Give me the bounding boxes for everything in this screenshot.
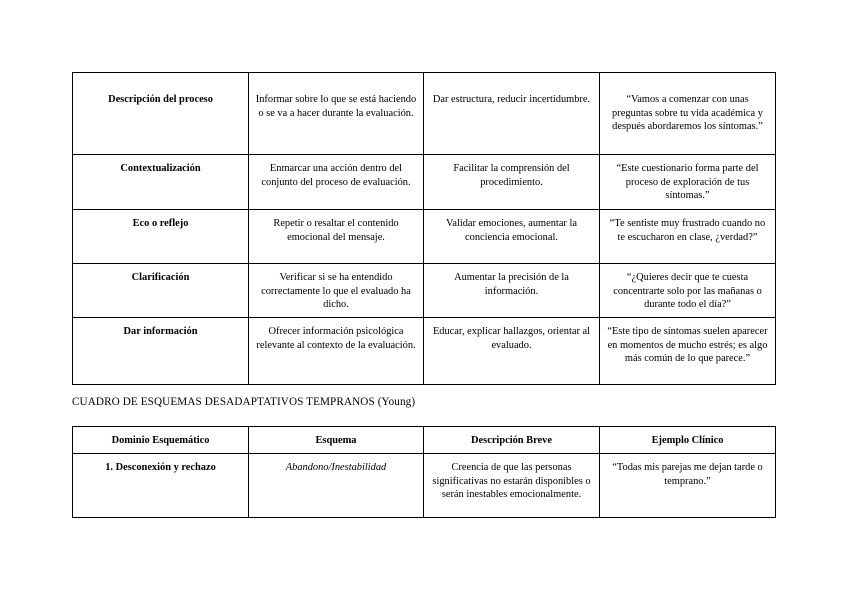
row-example: “¿Quieres decir que te cuesta concentrarte solo por las mañanas o durante todo el día?” <box>600 264 776 318</box>
table-row <box>73 210 776 264</box>
row-label: Contextualización <box>73 155 249 210</box>
row-example: “Este cuestionario forma parte del proceso de exploración de tus síntomas.” <box>600 155 776 210</box>
row-purpose: Facilitar la comprensión del procedimiento. <box>424 155 600 210</box>
communication-techniques-table <box>72 72 776 385</box>
row-example: “Te sentiste muy frustrado cuando no te escucharon en clase, ¿verdad?” <box>600 210 776 264</box>
row-label: Descripción del proceso <box>73 73 249 155</box>
column-header-example: Ejemplo Clínico <box>600 427 776 454</box>
column-header-domain: Dominio Esquemático <box>73 427 249 454</box>
domain-cell: 1. Desconexión y rechazo <box>73 454 249 518</box>
table-row <box>73 454 776 518</box>
row-purpose: Aumentar la precisión de la información. <box>424 264 600 318</box>
table-row <box>73 264 776 318</box>
row-definition: Verificar si se ha entendido correctamente lo que el evaluado ha dicho. <box>249 264 424 318</box>
table-header-row <box>73 427 776 454</box>
row-definition: Informar sobre lo que se está haciendo o se va a hacer durante la evaluación. <box>249 73 424 155</box>
row-purpose: Dar estructura, reducir incertidumbre. <box>424 73 600 155</box>
row-example: “Este tipo de síntomas suelen aparecer en momentos de mucho estrés; es algo más común de lo que parece.” <box>600 318 776 385</box>
schema-cell: Abandono/Inestabilidad <box>249 454 424 518</box>
row-definition: Enmarcar una acción dentro del conjunto del proceso de evaluación. <box>249 155 424 210</box>
row-definition: Ofrecer información psicológica relevante al contexto de la evaluación. <box>249 318 424 385</box>
row-example: “Vamos a comenzar con unas preguntas sobre tu vida académica y después abordaremos los síntomas.” <box>600 73 776 155</box>
description-cell: Creencia de que las personas significativas no estarán disponibles o serán inestables emocionalmente. <box>424 454 600 518</box>
table-row <box>73 73 776 155</box>
table-row <box>73 155 776 210</box>
schemas-table <box>72 426 776 518</box>
row-purpose: Educar, explicar hallazgos, orientar al evaluado. <box>424 318 600 385</box>
row-label: Dar información <box>73 318 249 385</box>
table-row <box>73 318 776 385</box>
section-title: CUADRO DE ESQUEMAS DESADAPTATIVOS TEMPRANOS (Young) <box>72 396 416 408</box>
row-definition: Repetir o resaltar el contenido emocional del mensaje. <box>249 210 424 264</box>
row-purpose: Validar emociones, aumentar la conciencia emocional. <box>424 210 600 264</box>
column-header-schema: Esquema <box>249 427 424 454</box>
example-cell: “Todas mis parejas me dejan tarde o temprano.” <box>600 454 776 518</box>
column-header-description: Descripción Breve <box>424 427 600 454</box>
row-label: Clarificación <box>73 264 249 318</box>
row-label: Eco o reflejo <box>73 210 249 264</box>
